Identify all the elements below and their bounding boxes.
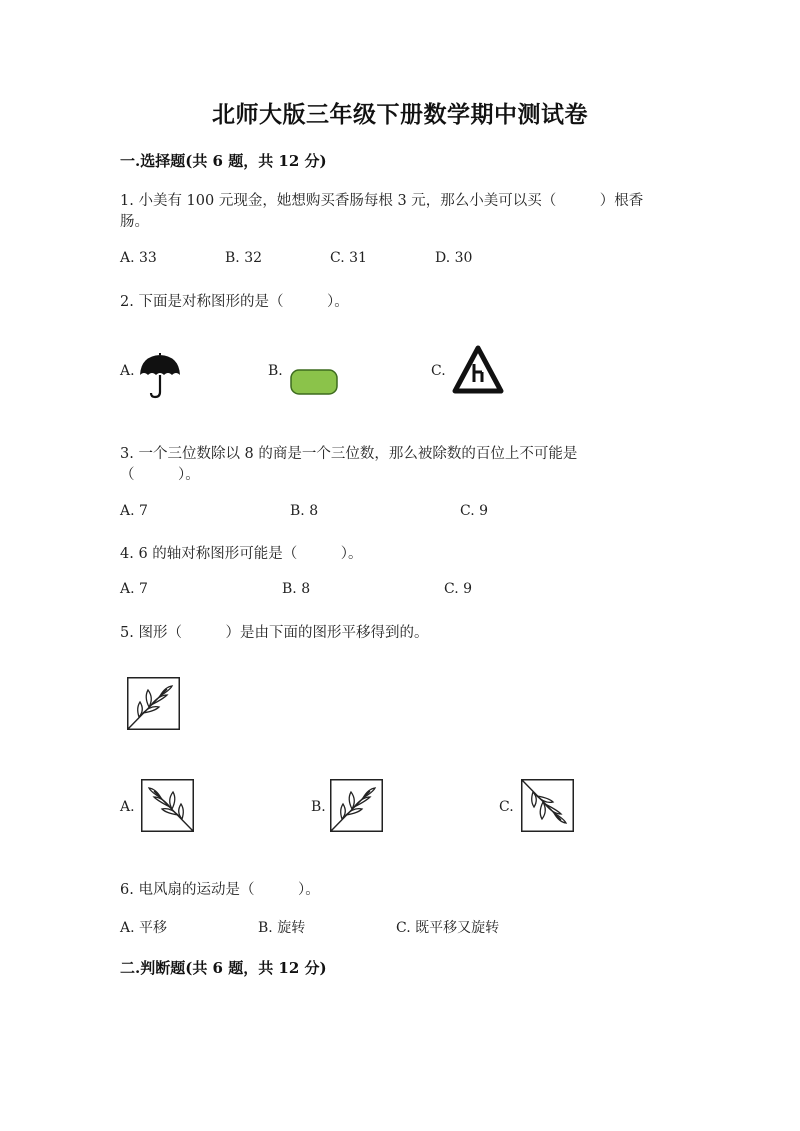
- q5-option-a[interactable]: A.: [120, 799, 135, 815]
- q1-option-a[interactable]: A. 33: [120, 250, 157, 266]
- q1-option-c[interactable]: C. 31: [330, 250, 367, 266]
- q2-option-c[interactable]: C.: [431, 363, 446, 379]
- question-4-text: 4. 6 的轴对称图形可能是（ ）。: [120, 546, 363, 562]
- question-6-text: 6. 电风扇的运动是（ ）。: [120, 882, 320, 898]
- warning-sign-icon: [452, 345, 504, 395]
- q5-option-c[interactable]: C.: [499, 799, 514, 815]
- leaf-figure-option-a: [141, 779, 194, 832]
- q4-option-c[interactable]: C. 9: [444, 581, 473, 597]
- q6-option-c[interactable]: C. 既平移又旋转: [396, 920, 500, 936]
- q6-option-a[interactable]: A. 平移: [120, 920, 168, 936]
- page-title: 北师大版三年级下册数学期中测试卷: [212, 101, 588, 128]
- rounded-rectangle-shape: [290, 369, 338, 395]
- q4-option-a[interactable]: A. 7: [120, 581, 148, 597]
- q5-option-b[interactable]: B.: [311, 799, 326, 815]
- q3-option-a[interactable]: A. 7: [120, 503, 148, 519]
- umbrella-icon: [138, 353, 182, 399]
- question-1-text: 1. 小美有 100 元现金，她想购买香肠每根 3 元，那么小美可以买（ ）根香: [120, 193, 644, 209]
- q4-option-b[interactable]: B. 8: [282, 581, 311, 597]
- q6-option-b[interactable]: B. 旋转: [258, 920, 306, 936]
- question-2-text: 2. 下面是对称图形的是（ ）。: [120, 294, 349, 310]
- leaf-figure-option-b: [330, 779, 383, 832]
- q1-option-b[interactable]: B. 32: [225, 250, 263, 266]
- q3-option-b[interactable]: B. 8: [290, 503, 319, 519]
- section-heading-judgement: 二.判断题(共 6 题，共 12 分): [120, 959, 327, 977]
- q1-option-d[interactable]: D. 30: [435, 250, 473, 266]
- q2-option-a[interactable]: A.: [120, 363, 135, 379]
- question-1-text-cont: 肠。: [120, 214, 149, 230]
- leaf-branch-figure: [127, 677, 180, 730]
- q3-option-c[interactable]: C. 9: [460, 503, 489, 519]
- question-3-text-cont: （ ）。: [120, 467, 200, 483]
- question-5-text: 5. 图形（ ）是由下面的图形平移得到的。: [120, 625, 429, 641]
- section-heading-choice: 一.选择题(共 6 题，共 12 分): [120, 152, 327, 170]
- q2-option-b[interactable]: B.: [268, 363, 283, 379]
- leaf-figure-option-c: [521, 779, 574, 832]
- question-3-text: 3. 一个三位数除以 8 的商是一个三位数，那么被除数的百位上不可能是: [120, 446, 578, 462]
